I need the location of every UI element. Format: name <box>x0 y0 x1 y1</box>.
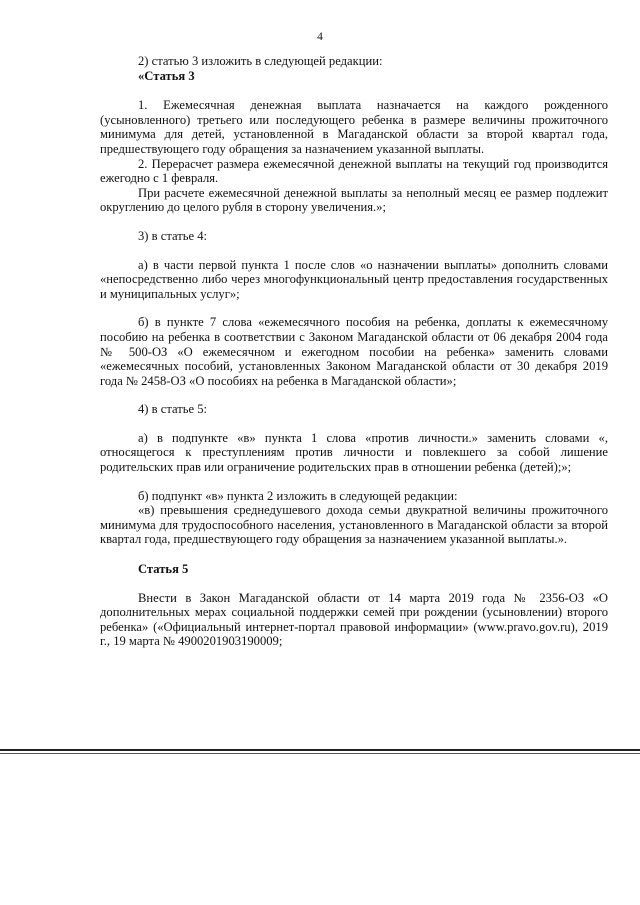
paragraph-article4-intro: 3) в статье 4: <box>138 228 208 243</box>
paragraph-article4-a: а) в части первой пункта 1 после слов «о назначении выплаты» дополнить словами «непосредственно либо через многофункциональный центр предоставления государственных и муниципальных услуг»; <box>100 257 608 301</box>
article-5-heading: Статья 5 <box>138 562 189 577</box>
paragraph-article3-item1: 1. Ежемесячная денежная выплата назначается на каждого рожденного (усыновленного) третьего или последующего ребенка в размере величины прожиточного минимума для детей, установленной в Магаданской области за второй квартал года, предшествующего году обращения за назначением указанной выплаты. <box>100 98 608 156</box>
article-3-heading: «Статья 3 <box>138 68 195 83</box>
paragraph-article3-rounding: При расчете ежемесячной денежной выплаты за неполный месяц ее размер подлежит округлению до целого рубля в сторону увеличения.»; <box>100 185 608 215</box>
paragraph-article5-intro: 4) в статье 5: <box>138 402 208 417</box>
paragraph-article3-item2: 2. Перерасчет размера ежемесячной денежной выплаты на текущий год производится ежегодно с 1 февраля. <box>100 156 608 186</box>
paragraph-article5-b: б) подпункт «в» пункта 2 изложить в следующей редакции: <box>138 488 458 503</box>
paragraph-article4-b: б) в пункте 7 слова «ежемесячного пособия на ребенка, доплаты к ежемесячному пособию на ребенка в соответствии с Законом Магаданской области от 06 декабря 2004 года № 500-ОЗ «О ежемесячном и ежегодном пособии на ребенка» заменить словами «ежемесячных пособий, установленных Законом Магаданской области от 30 декабря 2019 года № 2458-ОЗ «О пособиях на ребенка в Магаданской области»; <box>100 315 608 388</box>
paragraph-article5-b-text: «в) превышения среднедушевого дохода семьи двукратной величины прожиточного минимума для трудоспособного населения, установленного в Магаданской области за второй квартал года, предшествующего году обращения за назначением указанной выплаты.». <box>100 503 608 547</box>
paragraph-article5-body: Внести в Закон Магаданской области от 14 марта 2019 года № 2356-ОЗ «О дополнительных мерах социальной поддержки семей при рождении (усыновлении) второго ребенка» («Официальный интернет-портал правовой информации» (www.pravo.gov.ru), 2019 г., 19 марта № 4900201903190009; <box>100 590 608 649</box>
document-body <box>100 54 608 649</box>
paragraph-article5-a: а) в подпункте «в» пункта 1 слова «против личности.» заменить словами «, относящегося к преступлениям против личности и повлекшего за собой лишение родительских прав или ограничение родительских прав в отношении ребенка (детей);»; <box>100 430 608 475</box>
page-bottom-rule-secondary <box>0 753 640 754</box>
page-number: 4 <box>317 31 323 43</box>
page-bottom-rule <box>0 749 640 751</box>
paragraph-article3-intro: 2) статью 3 изложить в следующей редакции: <box>138 54 383 68</box>
